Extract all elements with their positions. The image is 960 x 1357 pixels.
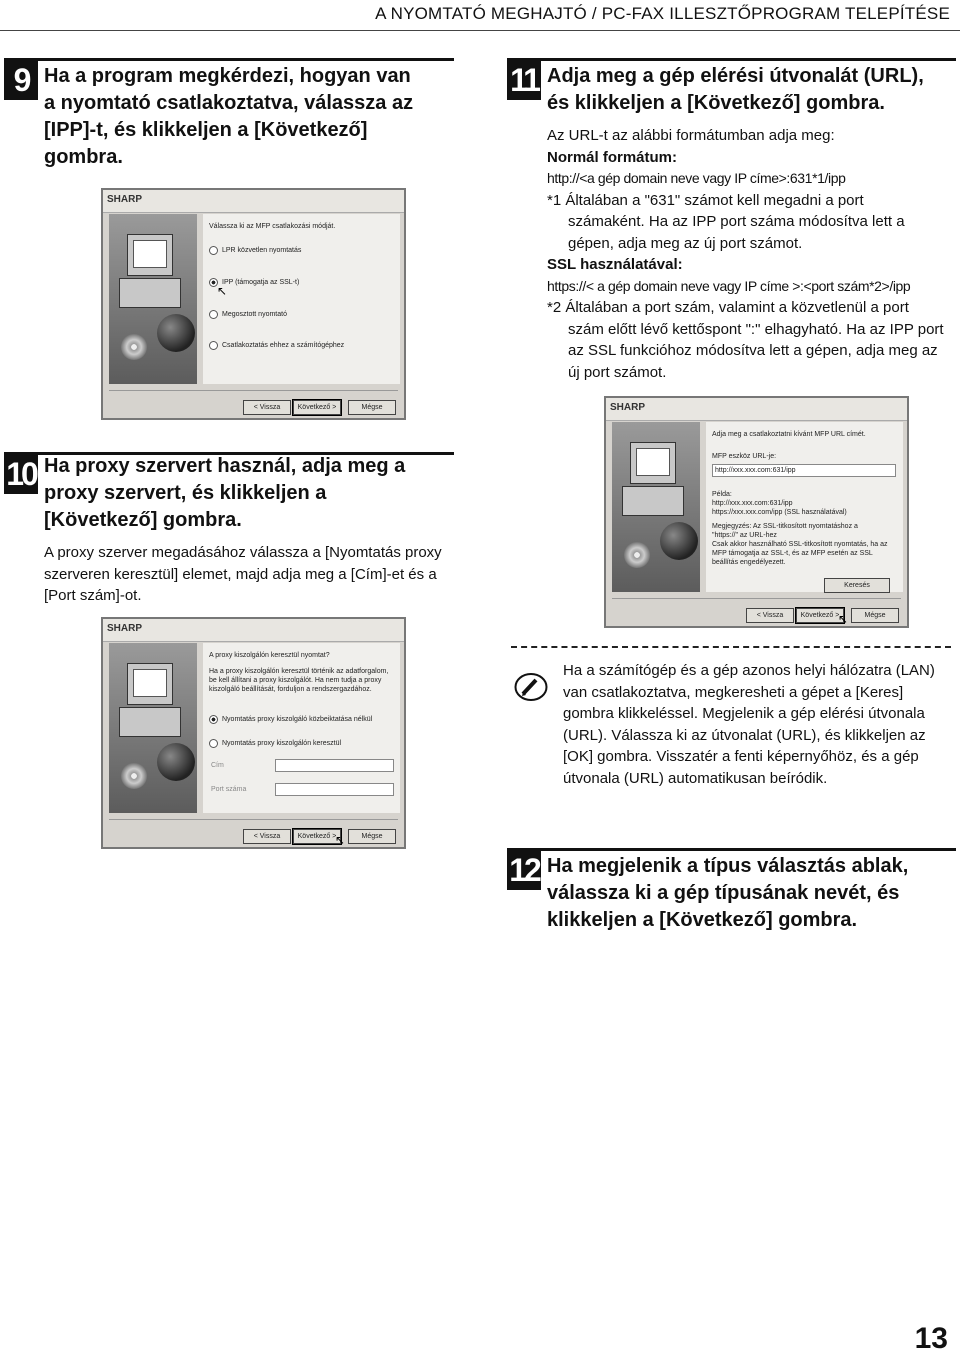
mouse-cursor-icon: ↖ [217,284,228,298]
step-9-title: Ha a program megkérdezi, hogyan van a nyomtató csatlakoztatva, válassza az [IPP]-t, és klikkeljen a [Következő] gombra. [44,65,414,168]
ssl-remark: Megjegyzés: Az SSL-titkosított nyomtatáshoz a "https://" az URL-hez Csak akkor használható SSL-titkosított nyomtatás, ha az MFP támogatja az SSL-t, és az MFP esetén az SSL beállítás engedélyezett. [712,523,888,566]
option-label: Nyomtatás proxy kiszolgálón keresztül [222,740,342,747]
step-12-rule [541,848,956,851]
next-button[interactable]: Következő > [293,829,341,844]
mouse-cursor-icon: ↖ [335,833,346,847]
step-12-title: Ha megjelenik a típus választás ablak, válassza ki a gép típusának nevét, és klikkeljen a [Következő] gombra. [547,855,909,931]
option-lpr[interactable] [209,246,301,255]
url-label: MFP eszköz URL-je: [712,453,777,460]
ssl-format-heading: SSL használatával: [547,256,683,273]
page-number: 13 [914,1322,948,1355]
radio-button[interactable] [209,341,218,350]
step-12-badge: 12 [507,848,541,890]
step-11-rule [541,58,956,61]
cd-disc-icon [624,542,650,568]
step-9-rule [38,58,454,61]
option-label: Nyomtatás proxy kiszolgáló közbeiktatása nélkül [222,716,373,723]
dialog-content-panel [203,214,400,384]
option-label: Megosztott nyomtató [222,311,287,318]
mouse-cursor-icon: ↖ [838,612,849,626]
sharp-logo: SHARP [107,194,143,205]
url-entry-dialog-screenshot [604,396,909,628]
footnote-2-text: szám előtt lévő kettőspont ":" elhagyható. Ha az IPP port az SSL funkcióhoz módosítva lett a gépen, adja meg az új port számot. [568,320,944,381]
monitor-icon [630,442,676,484]
globe-icon [660,522,698,560]
address-field[interactable] [275,759,394,772]
url-input[interactable]: http://xxx.xxx.com:631/ipp [712,464,896,477]
monitor-icon [127,663,173,705]
radio-button[interactable] [209,739,218,748]
dialog-message: Adja meg a csatlakoztatni kívánt MFP URL címét. [712,431,866,438]
address-label: Cím [211,762,224,769]
sharp-logo: SHARP [610,402,646,413]
monitor-icon [127,234,173,276]
dialog-separator [612,598,901,599]
option-no-proxy[interactable] [209,715,372,724]
computer-case-icon [622,486,684,516]
step-11-badge: 11 [507,58,541,100]
dialog-banner [103,190,404,213]
url-intro: Az URL-t az alábbi formátumban adja meg: [547,127,835,144]
proxy-dialog-screenshot [101,617,406,849]
url-example: Példa: http://xxx.xxx.com:631/ipp https://xxx.xxx.com/ipp (SSL használatával) [712,491,847,516]
header-rule [0,30,960,31]
back-button[interactable]: < Vissza [746,608,794,623]
dialog-content-panel [203,643,400,813]
pencil-note-icon [514,672,548,702]
dialog-separator [109,819,398,820]
footnote-1-lead: *1 Általában a "631" számot kell megadni a port [547,191,864,209]
computer-illustration [612,422,700,592]
computer-illustration [109,214,197,384]
cancel-button[interactable]: Mégse [348,829,396,844]
step-11-title: Adja meg a gép elérési útvonalát (URL), és klikkeljen a [Következő] gombra. [547,65,924,114]
option-shared[interactable] [209,310,287,319]
dialog-message: A proxy kiszolgálón keresztül nyomtat? [209,652,330,659]
dialog-message: Válassza ki az MFP csatlakozási módját. [209,223,336,230]
note-divider [511,646,951,648]
option-label: IPP (támogatja az SSL-t) [222,279,300,286]
computer-illustration [109,643,197,813]
note-text: Ha a számítógép és a gép azonos helyi hálózatra (LAN) van csatlakoztatva, megkeresheti a gépet a [Keres] gombra klikkeléssel. Megjelenik a gép elérési útvonala (URL). Válassza ki az útvonalat (URL), és klikkeljen az [OK] gombra. Visszatér a fenti képernyőhöz, és a gép útvonala (URL) automatikusan beíródik. [563,662,935,787]
step-10-title: Ha proxy szervert használ, adja meg a proxy szervert, és klikkeljen a [Következő] gombra. [44,455,406,531]
step-11-body [547,125,952,383]
footnote-1-text: számaként. Ha az IPP port száma módosítva lett a gépen, adja meg az új port számot. [568,213,905,252]
computer-case-icon [119,707,181,737]
cd-disc-icon [121,334,147,360]
dialog-banner [606,398,907,421]
radio-button-selected[interactable] [209,715,218,724]
dialog-separator [109,390,398,391]
cancel-button[interactable]: Mégse [851,608,899,623]
option-use-proxy[interactable] [209,739,341,748]
cd-disc-icon [121,763,147,789]
globe-icon [157,743,195,781]
radio-button[interactable] [209,246,218,255]
step-9-badge: 9 [4,58,38,100]
ssl-format-url: https://< a gép domain neve vagy IP címe >:<port szám*2>/ipp [547,277,911,294]
next-button[interactable]: Következő > [293,400,341,415]
next-button[interactable]: Következő > [796,608,844,623]
normal-format-url: http://<a gép domain neve vagy IP címe>:631*1/ipp [547,170,846,186]
port-label: Port száma [211,786,247,793]
option-local[interactable] [209,341,344,350]
sharp-logo: SHARP [107,623,143,634]
dialog-banner [103,619,404,642]
port-field[interactable] [275,783,394,796]
step-10-body: A proxy szerver megadásához válassza a [Nyomtatás proxy szerveren keresztül] elemet, majd adja meg a [Cím]-et és a [Port szám]-ot. [44,544,442,604]
cancel-button[interactable]: Mégse [348,400,396,415]
dialog-detail: Ha a proxy kiszolgálón keresztül történik az adatforgalom, be kell állítani a proxy kiszolgálót. Ha nem tudja a proxy kiszolgáló beállítását, forduljon a rendszergazdához. [209,668,389,693]
footnote-2-lead: *2 Általában a port szám, valamint a közvetlenül a port [547,299,909,316]
dialog-content-panel [706,422,903,592]
normal-format-heading: Normál formátum: [547,148,678,166]
option-label: LPR közvetlen nyomtatás [222,247,302,254]
back-button[interactable]: < Vissza [243,829,291,844]
running-header: A NYOMTATÓ MEGHAJTÓ / PC-FAX ILLESZTŐPROGRAM TELEPÍTÉSE [375,4,950,23]
radio-button[interactable] [209,310,218,319]
computer-case-icon [119,278,181,308]
ipp-connection-dialog-screenshot [101,188,406,420]
back-button[interactable]: < Vissza [243,400,291,415]
search-button[interactable]: Keresés [824,578,890,593]
option-label: Csatlakoztatás ehhez a számítógéphez [222,342,345,349]
step-10-badge: 10 [4,452,38,494]
globe-icon [157,314,195,352]
